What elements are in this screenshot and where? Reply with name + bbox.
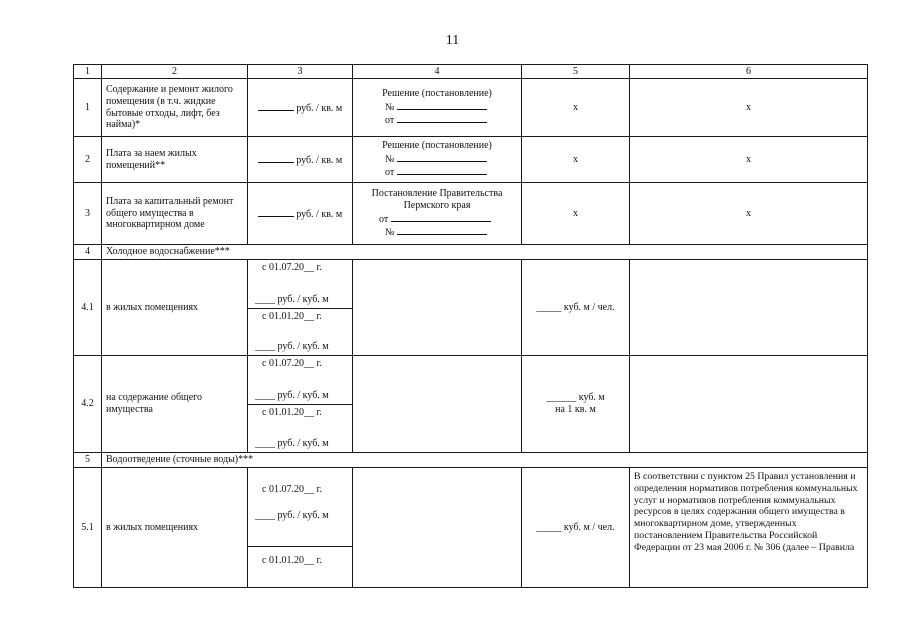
norm-value: ______ куб. м xyxy=(546,392,605,404)
tariff-cell xyxy=(248,137,353,183)
row-number: 4.2 xyxy=(74,356,102,453)
document-number-line: № xyxy=(357,225,517,239)
period-price: ____ руб. / куб. м xyxy=(255,390,329,402)
row-number: 4.1 xyxy=(74,260,102,356)
period-start: с 01.01.20__ г. xyxy=(262,311,322,322)
service-name: на содержание общего имущества xyxy=(102,356,248,453)
empty-cell xyxy=(630,260,868,356)
tariff-unit: руб. / кв. м xyxy=(296,154,343,166)
empty-mark: x xyxy=(630,183,868,245)
row-number: 5.1 xyxy=(74,468,102,588)
empty-mark: x xyxy=(630,79,868,137)
page-number: 11 xyxy=(445,33,460,48)
period-price: ____ руб. / куб. м xyxy=(255,341,329,353)
period-price: ____ руб. / куб. м xyxy=(255,510,329,522)
tariff-unit: руб. / кв. м xyxy=(296,102,343,114)
table-row xyxy=(74,79,868,137)
tariff-period xyxy=(248,547,352,587)
norm-cell xyxy=(522,356,630,453)
empty-cell xyxy=(630,356,868,453)
document-title: Постановление Правительства Пермского края xyxy=(371,187,503,211)
period-price: ____ руб. / куб. м xyxy=(255,294,329,306)
section-title: Холодное водоснабжение*** xyxy=(102,245,868,260)
column-header: 3 xyxy=(248,65,353,79)
empty-cell xyxy=(353,356,522,453)
service-name: Содержание и ремонт жилого помещения (в т.ч. жидкие бытовые отходы, лифт, без найма)* xyxy=(102,79,248,137)
row-number: 2 xyxy=(74,137,102,183)
period-start: с 01.01.20__ г. xyxy=(262,407,322,418)
tariff-unit: руб. / кв. м xyxy=(296,208,343,220)
tariff-cell xyxy=(248,183,353,245)
norm-cell: _____ куб. м / чел. xyxy=(522,260,630,356)
column-header: 5 xyxy=(522,65,630,79)
empty-cell xyxy=(353,468,522,588)
blank-line xyxy=(258,101,294,111)
norm-cell: _____ куб. м / чел. xyxy=(522,468,630,588)
column-header: 2 xyxy=(102,65,248,79)
row-number: 4 xyxy=(74,245,102,260)
document-cell xyxy=(353,137,522,183)
table-row xyxy=(74,260,868,356)
period-start: с 01.07.20__ г. xyxy=(262,358,322,369)
section-row xyxy=(74,453,868,468)
service-name: Плата за капитальный ремонт общего имущества в многоквартирном доме xyxy=(102,183,248,245)
blank-line xyxy=(258,207,294,217)
tariff-period xyxy=(248,309,352,355)
column-header: 4 xyxy=(353,65,522,79)
section-title: Водоотведение (сточные воды)*** xyxy=(102,453,868,468)
document-cell xyxy=(353,183,522,245)
document-cell xyxy=(353,79,522,137)
row-number: 3 xyxy=(74,183,102,245)
service-name: в жилых помещениях xyxy=(102,468,248,588)
empty-mark: x xyxy=(522,183,630,245)
empty-mark: x xyxy=(522,79,630,137)
column-header: 6 xyxy=(630,65,868,79)
document-number-line: № xyxy=(357,100,517,114)
header-row xyxy=(74,65,868,79)
tariff-periods-cell xyxy=(248,468,353,588)
tariff-period xyxy=(248,468,352,547)
tariff-table xyxy=(73,64,868,588)
document-number-line: № xyxy=(357,152,517,166)
table-row xyxy=(74,356,868,453)
tariff-period xyxy=(248,356,352,405)
tariff-periods-cell xyxy=(248,260,353,356)
service-name: Плата за наем жилых помещений** xyxy=(102,137,248,183)
tariff-period xyxy=(248,260,352,309)
tariff-cell xyxy=(248,79,353,137)
row-number: 5 xyxy=(74,453,102,468)
service-name: в жилых помещениях xyxy=(102,260,248,356)
row-number: 1 xyxy=(74,79,102,137)
table-row xyxy=(74,468,868,588)
table-row xyxy=(74,183,868,245)
column-header: 1 xyxy=(74,65,102,79)
period-price: ____ руб. / куб. м xyxy=(255,438,329,450)
document-date-line: от xyxy=(357,113,517,127)
empty-mark: x xyxy=(522,137,630,183)
period-start: с 01.01.20__ г. xyxy=(262,555,322,566)
tariff-period xyxy=(248,405,352,452)
section-row xyxy=(74,245,868,260)
document-title: Решение (постановление) xyxy=(382,87,492,99)
period-start: с 01.07.20__ г. xyxy=(262,484,322,495)
empty-cell xyxy=(353,260,522,356)
blank-line xyxy=(258,153,294,163)
table-row xyxy=(74,137,868,183)
document-title: Решение (постановление) xyxy=(382,139,492,151)
document-date-line: от xyxy=(357,165,517,179)
document-date-line: от xyxy=(357,212,517,226)
tariff-periods-cell xyxy=(248,356,353,453)
norm-unit: на 1 кв. м xyxy=(555,404,596,415)
period-start: с 01.07.20__ г. xyxy=(262,262,322,273)
legal-reference-note: В соответствии с пунктом 25 Правил установления и определения нормативов потребления коммунальных услуг и нормативов потребления коммунальных ресурсов в целях содержания общего имущества в многоквартирном доме, утвержденных постановлением Правительства Российской Федерации от 23 мая 2006 г. № 306 (далее – Правила xyxy=(630,468,868,588)
empty-mark: x xyxy=(630,137,868,183)
